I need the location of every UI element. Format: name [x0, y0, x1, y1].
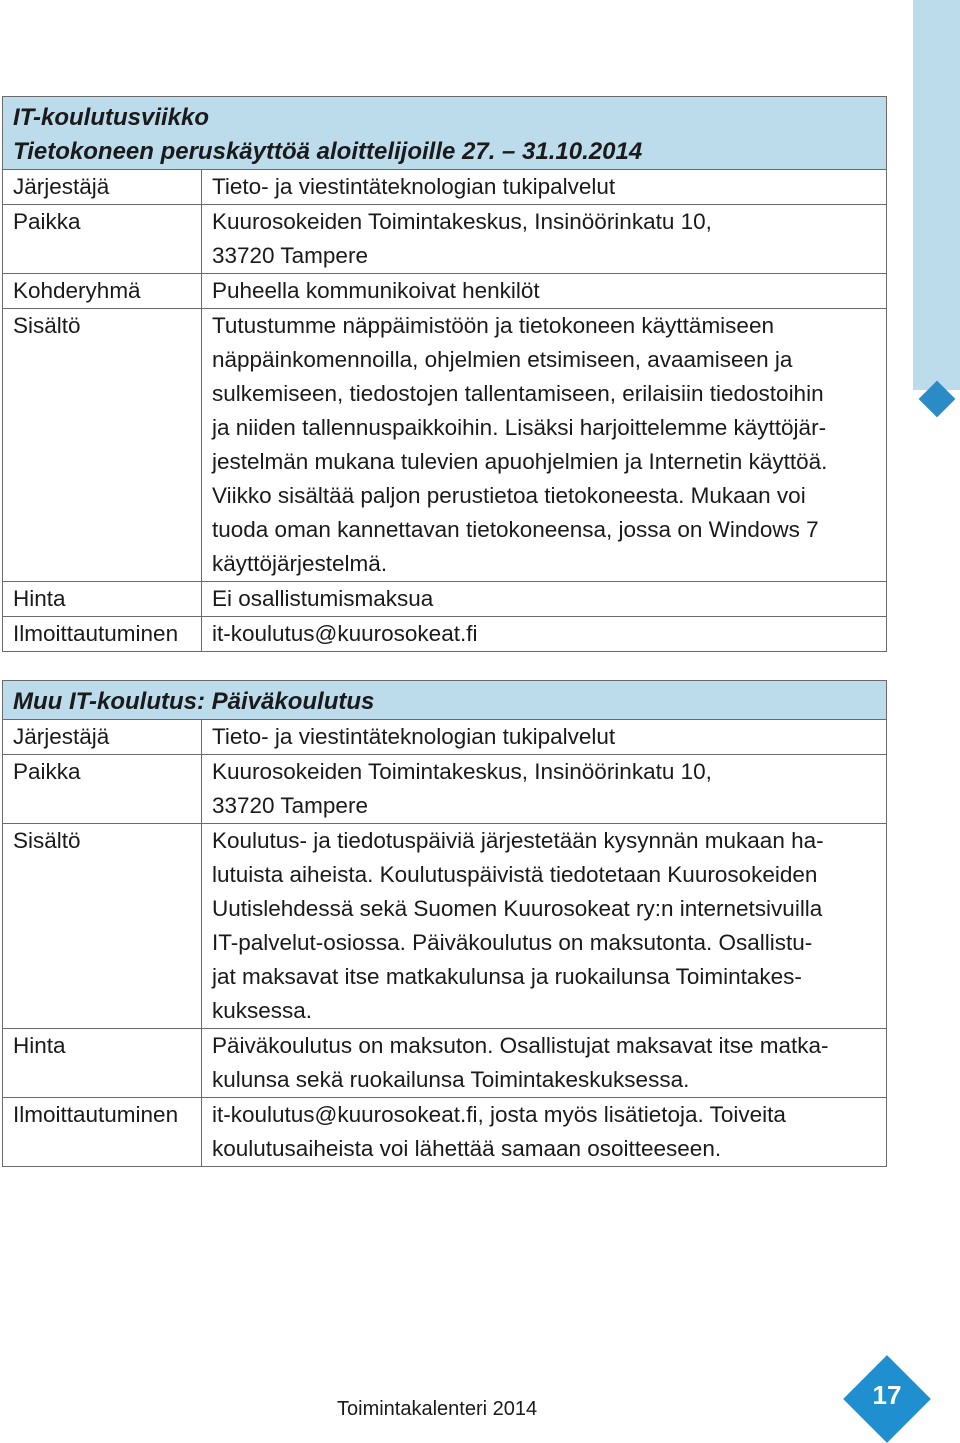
table-row — [3, 824, 887, 1029]
table-row — [3, 720, 887, 755]
value-line: sulkemiseen, tiedostojen tallentamiseen, erilaisiin tiedostoihin — [212, 381, 824, 406]
row-label: Järjestäjä — [3, 170, 202, 205]
row-label: Ilmoittautuminen — [3, 1098, 202, 1167]
row-label: Paikka — [3, 205, 202, 274]
it-week-table — [2, 96, 887, 652]
value-line: tuoda oman kannettavan tietokoneensa, jossa on Windows 7 — [212, 517, 819, 542]
value-line: Puheella kommunikoivat henkilöt — [212, 278, 540, 303]
table-row — [3, 582, 887, 617]
value-line: Ei osallistumismaksua — [212, 586, 434, 611]
value-line: Tieto- ja viestintäteknologian tukipalvelut — [212, 174, 616, 199]
value-line: Tieto- ja viestintäteknologian tukipalvelut — [212, 724, 616, 749]
row-label: Paikka — [3, 755, 202, 824]
value-line: näppäinkomennoilla, ohjelmien etsimiseen, avaamiseen ja — [212, 347, 793, 372]
side-decoration-strip — [913, 0, 960, 390]
row-value — [202, 1029, 887, 1098]
row-value — [202, 824, 887, 1029]
table-row — [3, 1029, 887, 1098]
row-value — [202, 582, 887, 617]
table-row — [3, 309, 887, 582]
row-value — [202, 170, 887, 205]
value-line: jat maksavat itse matkakulunsa ja ruokailunsa Toimintakes- — [212, 964, 802, 989]
row-label: Ilmoittautuminen — [3, 617, 202, 652]
row-value — [202, 1098, 887, 1167]
row-value — [202, 309, 887, 582]
value-line: ja niiden tallennuspaikkoihin. Lisäksi harjoittelemme käyttöjär- — [212, 415, 827, 440]
table-row — [3, 617, 887, 652]
table-row — [3, 755, 887, 824]
day-training-table — [2, 680, 887, 1167]
footer-title: Toimintakalenteri 2014 — [337, 1398, 538, 1420]
value-line: Kuurosokeiden Toimintakeskus, Insinöörinkatu 10, — [212, 209, 712, 234]
row-label: Sisältö — [3, 309, 202, 582]
row-label: Hinta — [3, 582, 202, 617]
value-line: koulutusaiheista voi lähettää samaan osoitteeseen. — [212, 1136, 722, 1161]
row-value — [202, 755, 887, 824]
value-line: Viikko sisältää paljon perustietoa tietokoneesta. Mukaan voi — [212, 483, 806, 508]
value-line: kuksessa. — [212, 998, 313, 1023]
section-title: IT-koulutusviikko — [13, 104, 210, 131]
table-header — [3, 97, 887, 170]
value-line: IT-palvelut-osiossa. Päiväkoulutus on maksutonta. Osallistu- — [212, 930, 813, 955]
row-value — [202, 720, 887, 755]
value-line: Kuurosokeiden Toimintakeskus, Insinöörinkatu 10, — [212, 759, 712, 784]
row-value — [202, 274, 887, 309]
section-title: Muu IT-koulutus: Päiväkoulutus — [13, 688, 375, 715]
row-label: Järjestäjä — [3, 720, 202, 755]
value-line: Tutustumme näppäimistöön ja tietokoneen käyttämiseen — [212, 313, 774, 338]
value-line: kulunsa sekä ruokailunsa Toimintakeskuksessa. — [212, 1067, 690, 1092]
table-row — [3, 170, 887, 205]
row-label: Hinta — [3, 1029, 202, 1098]
table-row — [3, 205, 887, 274]
page-number: 17 — [872, 1380, 902, 1410]
table-row — [3, 274, 887, 309]
value-line: 33720 Tampere — [212, 793, 368, 818]
row-value — [202, 617, 887, 652]
section-subtitle: Tietokoneen peruskäyttöä aloittelijoille 27. – 31.10.2014 — [13, 138, 643, 165]
value-line: Koulutus- ja tiedotuspäiviä järjestetään kysynnän mukaan ha- — [212, 828, 824, 853]
table-header — [3, 681, 887, 720]
row-value — [202, 205, 887, 274]
value-line: käyttöjärjestelmä. — [212, 551, 388, 576]
row-label: Sisältö — [3, 824, 202, 1029]
value-line: it-koulutus@kuurosokeat.fi, josta myös lisätietoja. Toiveita — [212, 1102, 786, 1127]
value-line: lutuista aiheista. Koulutuspäivistä tiedotetaan Kuurosokeiden — [212, 862, 818, 887]
row-label: Kohderyhmä — [3, 274, 202, 309]
value-line: jestelmän mukana tulevien apuohjelmien ja Internetin käyttöä. — [212, 449, 828, 474]
table-row — [3, 1098, 887, 1167]
email-link[interactable]: it-koulutus@kuurosokeat.fi — [212, 621, 478, 646]
value-line: Päiväkoulutus on maksuton. Osallistujat maksavat itse matka- — [212, 1033, 829, 1058]
value-line: Uutislehdessä sekä Suomen Kuurosokeat ry:n internetsivuilla — [212, 896, 823, 921]
value-line: 33720 Tampere — [212, 243, 368, 268]
